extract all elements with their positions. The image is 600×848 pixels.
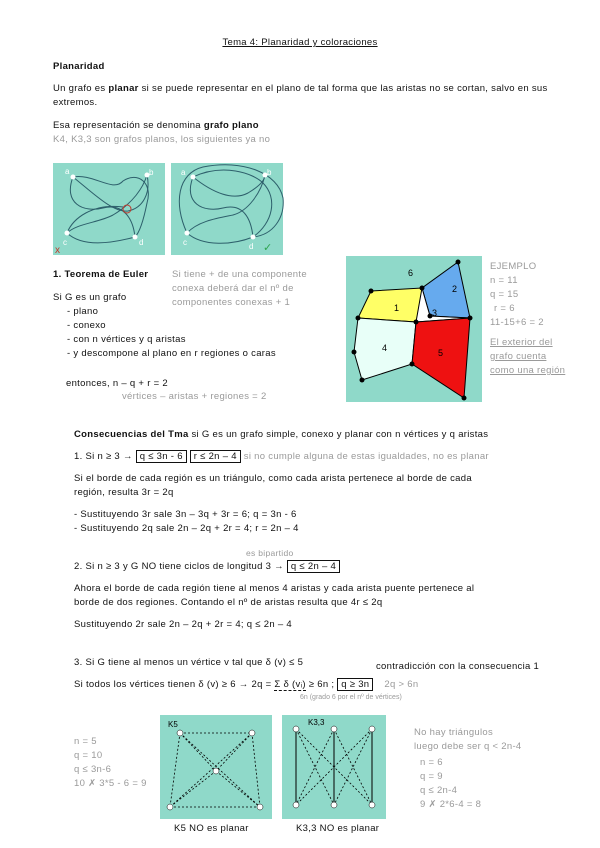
consequence-2-text: Ahora el borde de cada región tiene al menos 4 aristas y cada arista puente pertenece al borde de dos regiones. Contando el nº de aristas resulta que 4r ≤ 2q (74, 583, 475, 608)
k5-calc: n = 5 q = 10 q ≤ 3n-6 10 ✗ 3*5 - 6 = 9 (74, 736, 147, 789)
svg-text:b: b (149, 168, 154, 177)
svg-text:K5: K5 (168, 720, 178, 729)
svg-text:c: c (183, 238, 187, 247)
vertex-a (71, 175, 76, 180)
k33-caption: K3,3 NO es planar (296, 823, 380, 834)
svg-text:K3,3: K3,3 (308, 718, 325, 727)
k33-graph (282, 715, 386, 819)
consequence-1: 1. Si n ≥ 3 → q ≤ 3n - 6 r ≤ 2n – 4 si no cumple alguna de estas igualdades, no es planar (74, 451, 489, 462)
svg-text:1: 1 (394, 303, 400, 313)
consequences-heading: Consecuencias del Tma si G es un grafo simple, conexo y planar con n vértices y q aristas (74, 429, 489, 440)
euler-example-graph (346, 256, 482, 402)
page-title: Tema 4: Planaridad y coloraciones (222, 37, 378, 48)
svg-text:d: d (139, 238, 144, 247)
svg-text:d: d (249, 242, 254, 251)
svg-text:a: a (181, 168, 186, 177)
svg-text:c: c (63, 238, 67, 247)
svg-text:5: 5 (438, 348, 444, 358)
euler-conditions: Si G es un grafo - plano - conexo - con n vértices y q aristas - y descompone al plano en r regiones o caras (53, 292, 276, 359)
k5-caption: K5 NO es planar (174, 823, 249, 834)
invalid-mark: x (55, 245, 60, 255)
svg-text:a: a (65, 167, 70, 176)
example-region-note: El exterior del grafo cuenta como una región (490, 337, 566, 376)
consequence-1-items: - Sustituyendo 3r sale 3n – 3q + 3r = 6; q = 3n - 6 - Sustituyendo 2q sale 2n – 2q + 2r = 4; r = 2n – 4 (74, 509, 299, 534)
degree-note: 6n (grado 6 por el nº de vértices) (300, 694, 402, 701)
consequence-3-line2: Si todos los vértices tienen δ (v) ≥ 6 → 2q = Σ δ (vᵢ) ≥ 6n ; q ≥ 3n 2q > 6n (74, 679, 419, 690)
intro-k4-note: K4, K3,3 son grafos planos, los siguientes ya no (53, 134, 271, 145)
example-values: EJEMPLO n = 11 q = 15 r = 6 11-15+6 = 2 (490, 261, 544, 328)
k5-graph (160, 715, 272, 819)
section-heading: Planaridad (53, 61, 105, 72)
planar-figure (53, 163, 305, 255)
k33-calc: n = 6 q = 9 q ≤ 2n-4 9 ✗ 2*6-4 = 8 (420, 757, 482, 810)
euler-formula: entonces, n – q + r = 2 (66, 378, 168, 389)
svg-text:6: 6 (408, 268, 414, 278)
consequence-2-sub: Sustituyendo 2r sale 2n – 2q + 2r = 4; q ≤ 2n – 4 (74, 619, 292, 630)
svg-text:b: b (267, 168, 272, 177)
consequence-1-text: Si el borde de cada región es un triángulo, como cada arista pertenece al borde de cada región, resulta 3r = 2q (74, 473, 472, 498)
consequence-2: 2. Si n ≥ 3 y G NO tiene ciclos de longitud 3 → q ≤ 2n – 4 (74, 560, 340, 574)
euler-note: Si tiene + de una componente conexa deberá dar el nº de componentes conexas + 1 (172, 269, 307, 308)
k33-note: No hay triángulos luego debe ser q < 2n-4 (414, 727, 522, 752)
svg-text:3: 3 (432, 308, 438, 318)
intro-paragraph: Un grafo es planar si se puede representar en el plano de tal forma que las aristas no se cortan, salvo en sus extremos. (53, 83, 548, 108)
euler-heading: 1. Teorema de Euler (53, 269, 149, 280)
svg-text:4: 4 (382, 343, 388, 353)
valid-mark: ✓ (263, 242, 273, 254)
consequence-3: 3. Si G tiene al menos un vértice v tal que δ (v) ≤ 5 (74, 657, 304, 668)
contradiction-note: contradicción con la consecuencia 1 (376, 661, 540, 672)
intro-plane-graph: Esa representación se denomina grafo plano (53, 120, 259, 131)
euler-formula-note: vértices – aristas + regiones = 2 (122, 391, 267, 402)
svg-text:2: 2 (452, 284, 458, 294)
bipartite-note: es bipartido (246, 548, 294, 558)
